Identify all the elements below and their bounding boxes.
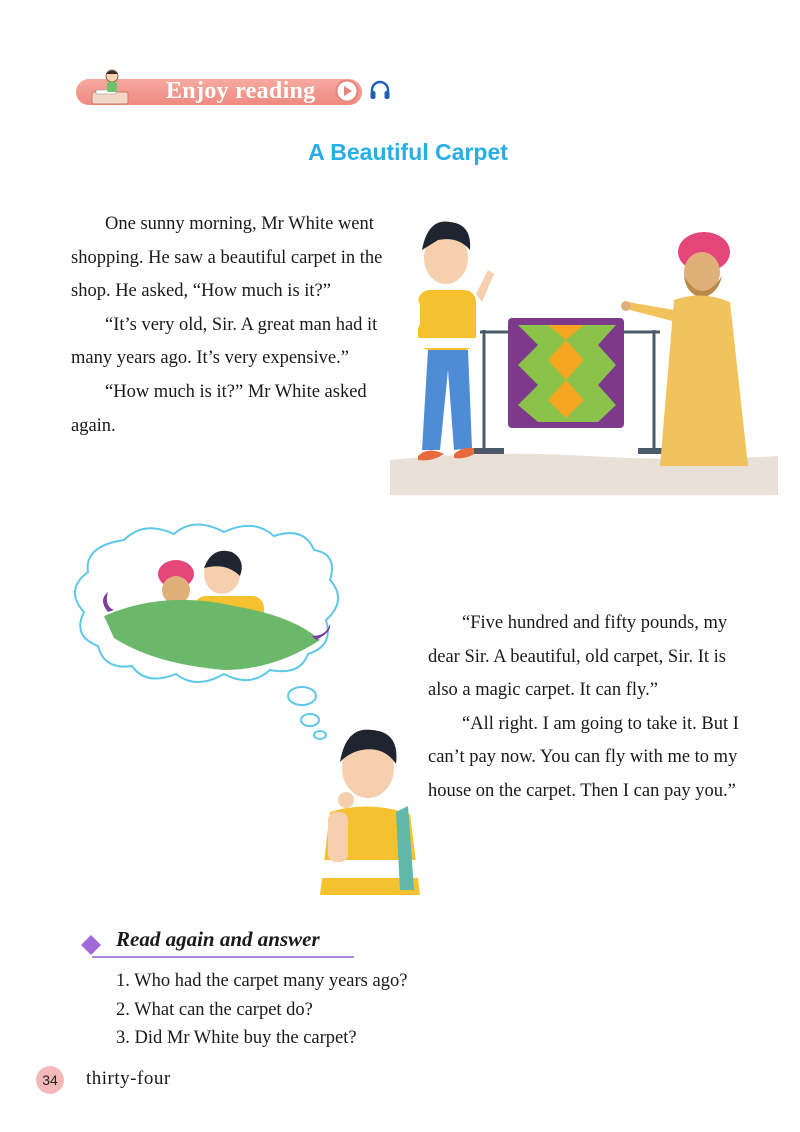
story-paragraph: “How much is it?” Mr White asked again. xyxy=(71,381,367,436)
story-paragraph: One sunny morning, Mr White went shopping. He saw a beautiful carpet in the shop. He asked, “How much is it?” xyxy=(71,214,383,302)
diamond-icon xyxy=(80,934,102,956)
story-title: A Beautiful Carpet xyxy=(308,139,508,165)
banner-label: Enjoy reading xyxy=(166,78,316,104)
page-number-words: thirty-four xyxy=(86,1068,171,1089)
carpet-on-stand xyxy=(474,318,668,454)
story-paragraph: “All right. I am going to take it. But I can’t pay now. You can fly with me to my house on the carpet. Then I can pay you.” xyxy=(428,713,739,801)
page-number-badge: 34 xyxy=(36,1066,64,1094)
thought-bubble-illustration xyxy=(64,520,384,740)
shop-scene-illustration xyxy=(388,210,780,500)
thinking-boy-illustration xyxy=(300,720,430,895)
section-heading: Read again and answer xyxy=(116,927,320,951)
question-item: 1. Who had the carpet many years ago? xyxy=(116,971,408,991)
section-underline xyxy=(92,956,354,958)
enjoy-reading-banner xyxy=(76,76,362,106)
headphones-icon[interactable] xyxy=(368,78,392,102)
question-list xyxy=(116,967,407,1053)
story-paragraph: “It’s very old, Sir. A great man had it many years ago. It’s very expensive.” xyxy=(71,314,378,369)
question-item: 3. Did Mr White buy the carpet? xyxy=(116,1028,357,1048)
story-text-part1 xyxy=(71,208,383,443)
story-paragraph: “Five hundred and fifty pounds, my dear Sir. A beautiful, old carpet, Sir. It is also a magic carpet. It can fly.” xyxy=(428,613,728,701)
question-item: 2. What can the carpet do? xyxy=(116,999,313,1020)
boy-figure xyxy=(394,222,494,461)
reading-kid-icon xyxy=(88,66,132,106)
shopkeeper-figure xyxy=(621,232,748,466)
play-icon[interactable] xyxy=(335,79,359,103)
story-text-part2 xyxy=(428,607,758,809)
